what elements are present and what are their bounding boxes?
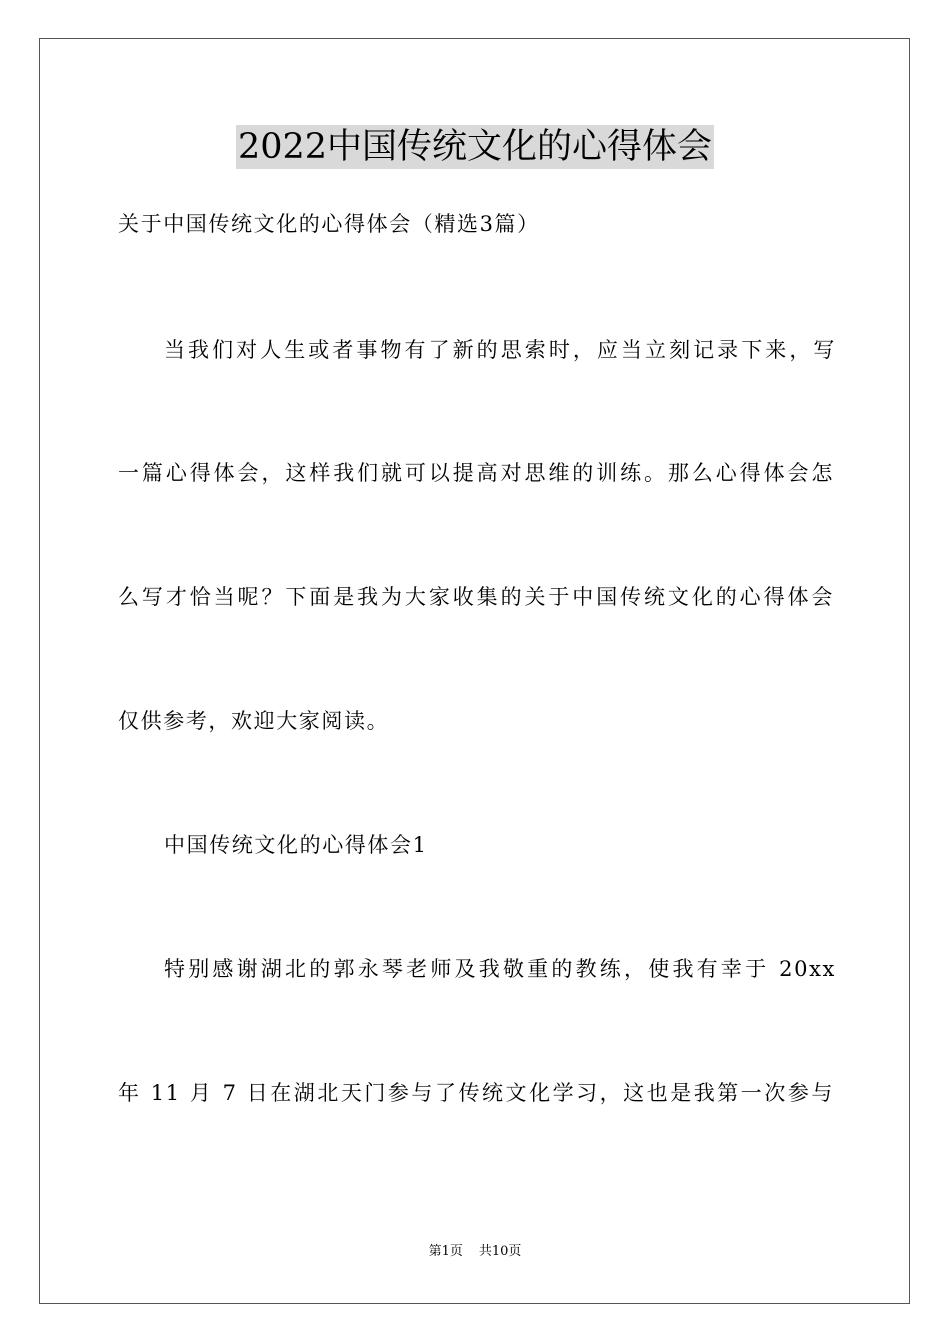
section-heading: 中国传统文化的心得体会1 [164,833,428,857]
paragraph-1-line-3: 么写才恰当呢？下面是我为大家收集的关于中国传统文化的心得体会 [118,585,834,609]
paragraph-1-line-4: 仅供参考，欢迎大家阅读。 [118,709,390,733]
page-number: 第1页 [428,1244,463,1259]
title-container [0,125,950,169]
document-title: 2022中国传统文化的心得体会 [237,127,713,167]
page-total: 共10页 [478,1244,522,1259]
page-footer [0,1243,950,1261]
paragraph-2-line-1: 特别感谢湖北的郭永琴老师及我敬重的教练，使我有幸于 20xx [164,957,836,981]
paragraph-1-line-2: 一篇心得体会，这样我们就可以提高对思维的训练。那么心得体会怎 [118,461,834,485]
paragraph-1-line-1: 当我们对人生或者事物有了新的思索时，应当立刻记录下来，写 [164,338,836,362]
paragraph-2-line-2: 年 11 月 7 日在湖北天门参与了传统文化学习，这也是我第一次参与 [118,1081,834,1105]
document-subtitle: 关于中国传统文化的心得体会（精选3篇） [118,212,540,236]
